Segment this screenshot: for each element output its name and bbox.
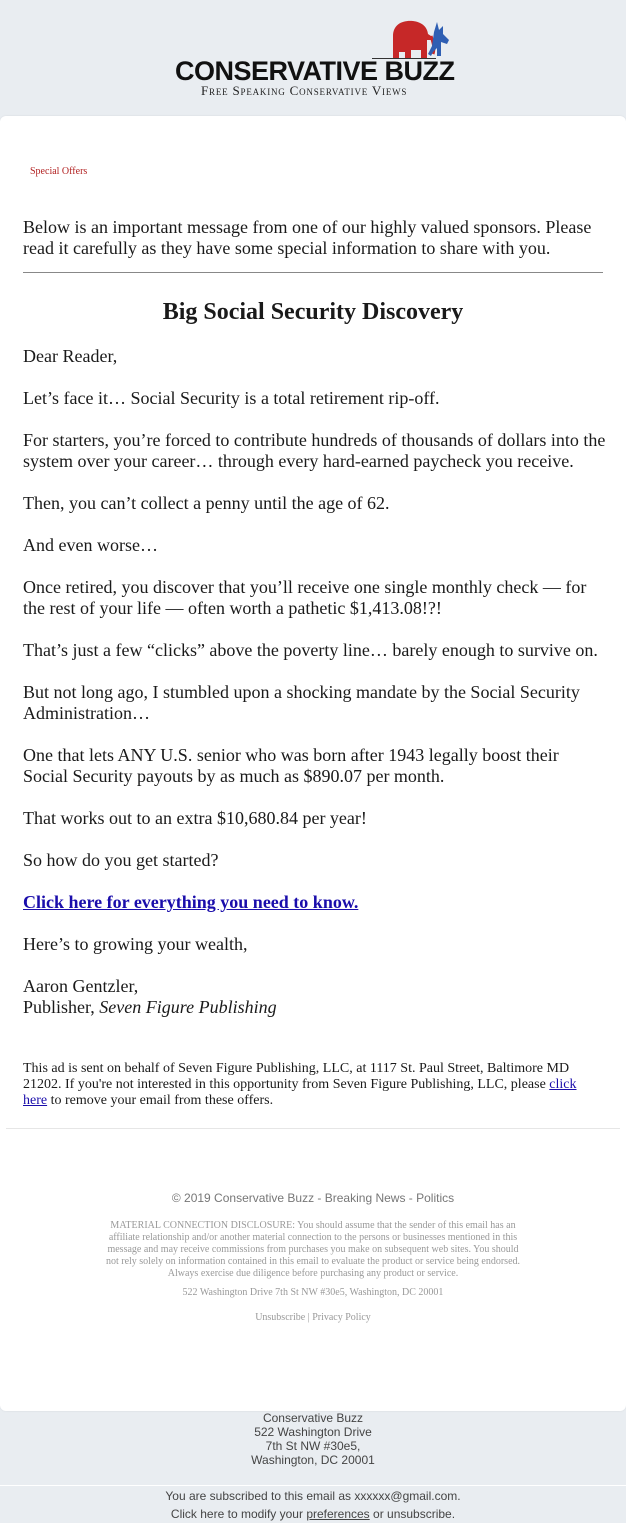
signature-title: Publisher, bbox=[23, 997, 100, 1017]
body-paragraph: One that lets ANY U.S. senior who was born after 1943 legally boost their Social Security payouts by as much as $890.07 per month. bbox=[23, 745, 559, 786]
body-paragraph: Let’s face it… Social Security is a total retirement rip-off. bbox=[23, 388, 440, 408]
remove-email-link[interactable]: click here bbox=[23, 1077, 577, 1108]
footer-links bbox=[0, 1312, 626, 1323]
preferences-link[interactable]: preferences bbox=[306, 1507, 370, 1521]
subscribed-text: You are subscribed to this email as xxxxxx@gmail.com. bbox=[165, 1489, 461, 1503]
material-disclosure: MATERIAL CONNECTION DISCLOSURE: You should assume that the sender of this email has an affiliate relationship and/or another material connection to the persons or businesses mentioned in this message and may receive commissions from purchases you make on subsequent web sites. You should not rely solely on information contained in this email to evaluate the product or service being endorsed. Always exercise due diligence before purchasing any product or service. bbox=[105, 1220, 521, 1279]
link-separator: | bbox=[305, 1312, 313, 1323]
subscription-notice bbox=[0, 1487, 626, 1523]
disclaimer-end: to remove your email from these offers. bbox=[47, 1093, 274, 1108]
footer-rule bbox=[0, 1485, 626, 1486]
body-paragraph: So how do you get started? bbox=[23, 850, 219, 870]
body-paragraph: For starters, you’re forced to contribute hundreds of thousands of dollars into the system over your career… through every hard-earned paycheck you receive. bbox=[23, 430, 606, 471]
body-paragraph: That’s just a few “clicks” above the poverty line… barely enough to survive on. bbox=[23, 640, 598, 660]
address-line: 7th St NW #30e5, bbox=[265, 1439, 361, 1453]
footer-divider bbox=[6, 1128, 620, 1129]
address-line: 522 Washington Drive bbox=[254, 1425, 372, 1439]
category-label: Special Offers bbox=[30, 166, 88, 177]
disclaimer-text: This ad is sent on behalf of Seven Figure Publishing, LLC, at 1117 St. Paul Street, Baltimore MD 21202. If you're not interested in this opportunity from Seven Figure Publishing, LLC, please bbox=[23, 1061, 570, 1092]
header bbox=[0, 0, 626, 116]
unsubscribe-text: or unsubscribe. bbox=[369, 1507, 456, 1521]
sponsor-disclaimer bbox=[23, 1061, 593, 1109]
headline: Big Social Security Discovery bbox=[162, 299, 464, 325]
unsubscribe-link[interactable]: Unsubscribe bbox=[255, 1312, 306, 1323]
signature bbox=[23, 976, 608, 1018]
card-address: 522 Washington Drive 7th St NW #30e5, Washington, DC 20001 bbox=[182, 1287, 444, 1298]
body-paragraph: Dear Reader, bbox=[23, 346, 118, 366]
privacy-policy-link[interactable]: Privacy Policy bbox=[312, 1312, 371, 1323]
body-paragraph: Once retired, you discover that you’ll receive one single monthly check — for the rest of your life — often worth a pathetic $1,413.08!?! bbox=[23, 577, 587, 618]
cta-link[interactable]: Click here for everything you need to know. bbox=[23, 892, 359, 912]
site-logo[interactable] bbox=[175, 18, 455, 100]
copyright: © 2019 Conservative Buzz - Breaking News - Politics bbox=[171, 1191, 455, 1205]
closing-line: Here’s to growing your wealth, bbox=[23, 934, 248, 954]
modify-text[interactable]: Click here to modify your bbox=[170, 1507, 307, 1521]
sender-address bbox=[0, 1411, 626, 1467]
intro-divider bbox=[23, 272, 603, 273]
brand-tagline: Free Speaking Conservative Views bbox=[201, 83, 408, 98]
body-paragraph: That works out to an extra $10,680.84 per year! bbox=[23, 808, 367, 828]
address-line: Washington, DC 20001 bbox=[251, 1453, 375, 1467]
modify-line bbox=[0, 1505, 626, 1523]
body-paragraph: Then, you can’t collect a penny until the age of 62. bbox=[23, 493, 390, 513]
body-paragraph: But not long ago, I stumbled upon a shocking mandate by the Social Security Administration… bbox=[23, 682, 580, 723]
address-line: Conservative Buzz bbox=[262, 1411, 364, 1425]
brand-name: CONSERVATIVE BUZZ bbox=[175, 56, 455, 86]
signature-name: Aaron Gentzler, bbox=[23, 976, 139, 996]
body-paragraph: And even worse… bbox=[23, 535, 158, 555]
sponsor-intro: Below is an important message from one of our highly valued sponsors. Please read it carefully as they have some special information to share with you. bbox=[23, 217, 592, 258]
email-card bbox=[0, 116, 626, 1411]
signature-company: Seven Figure Publishing bbox=[99, 997, 277, 1017]
cta-paragraph bbox=[23, 892, 608, 913]
